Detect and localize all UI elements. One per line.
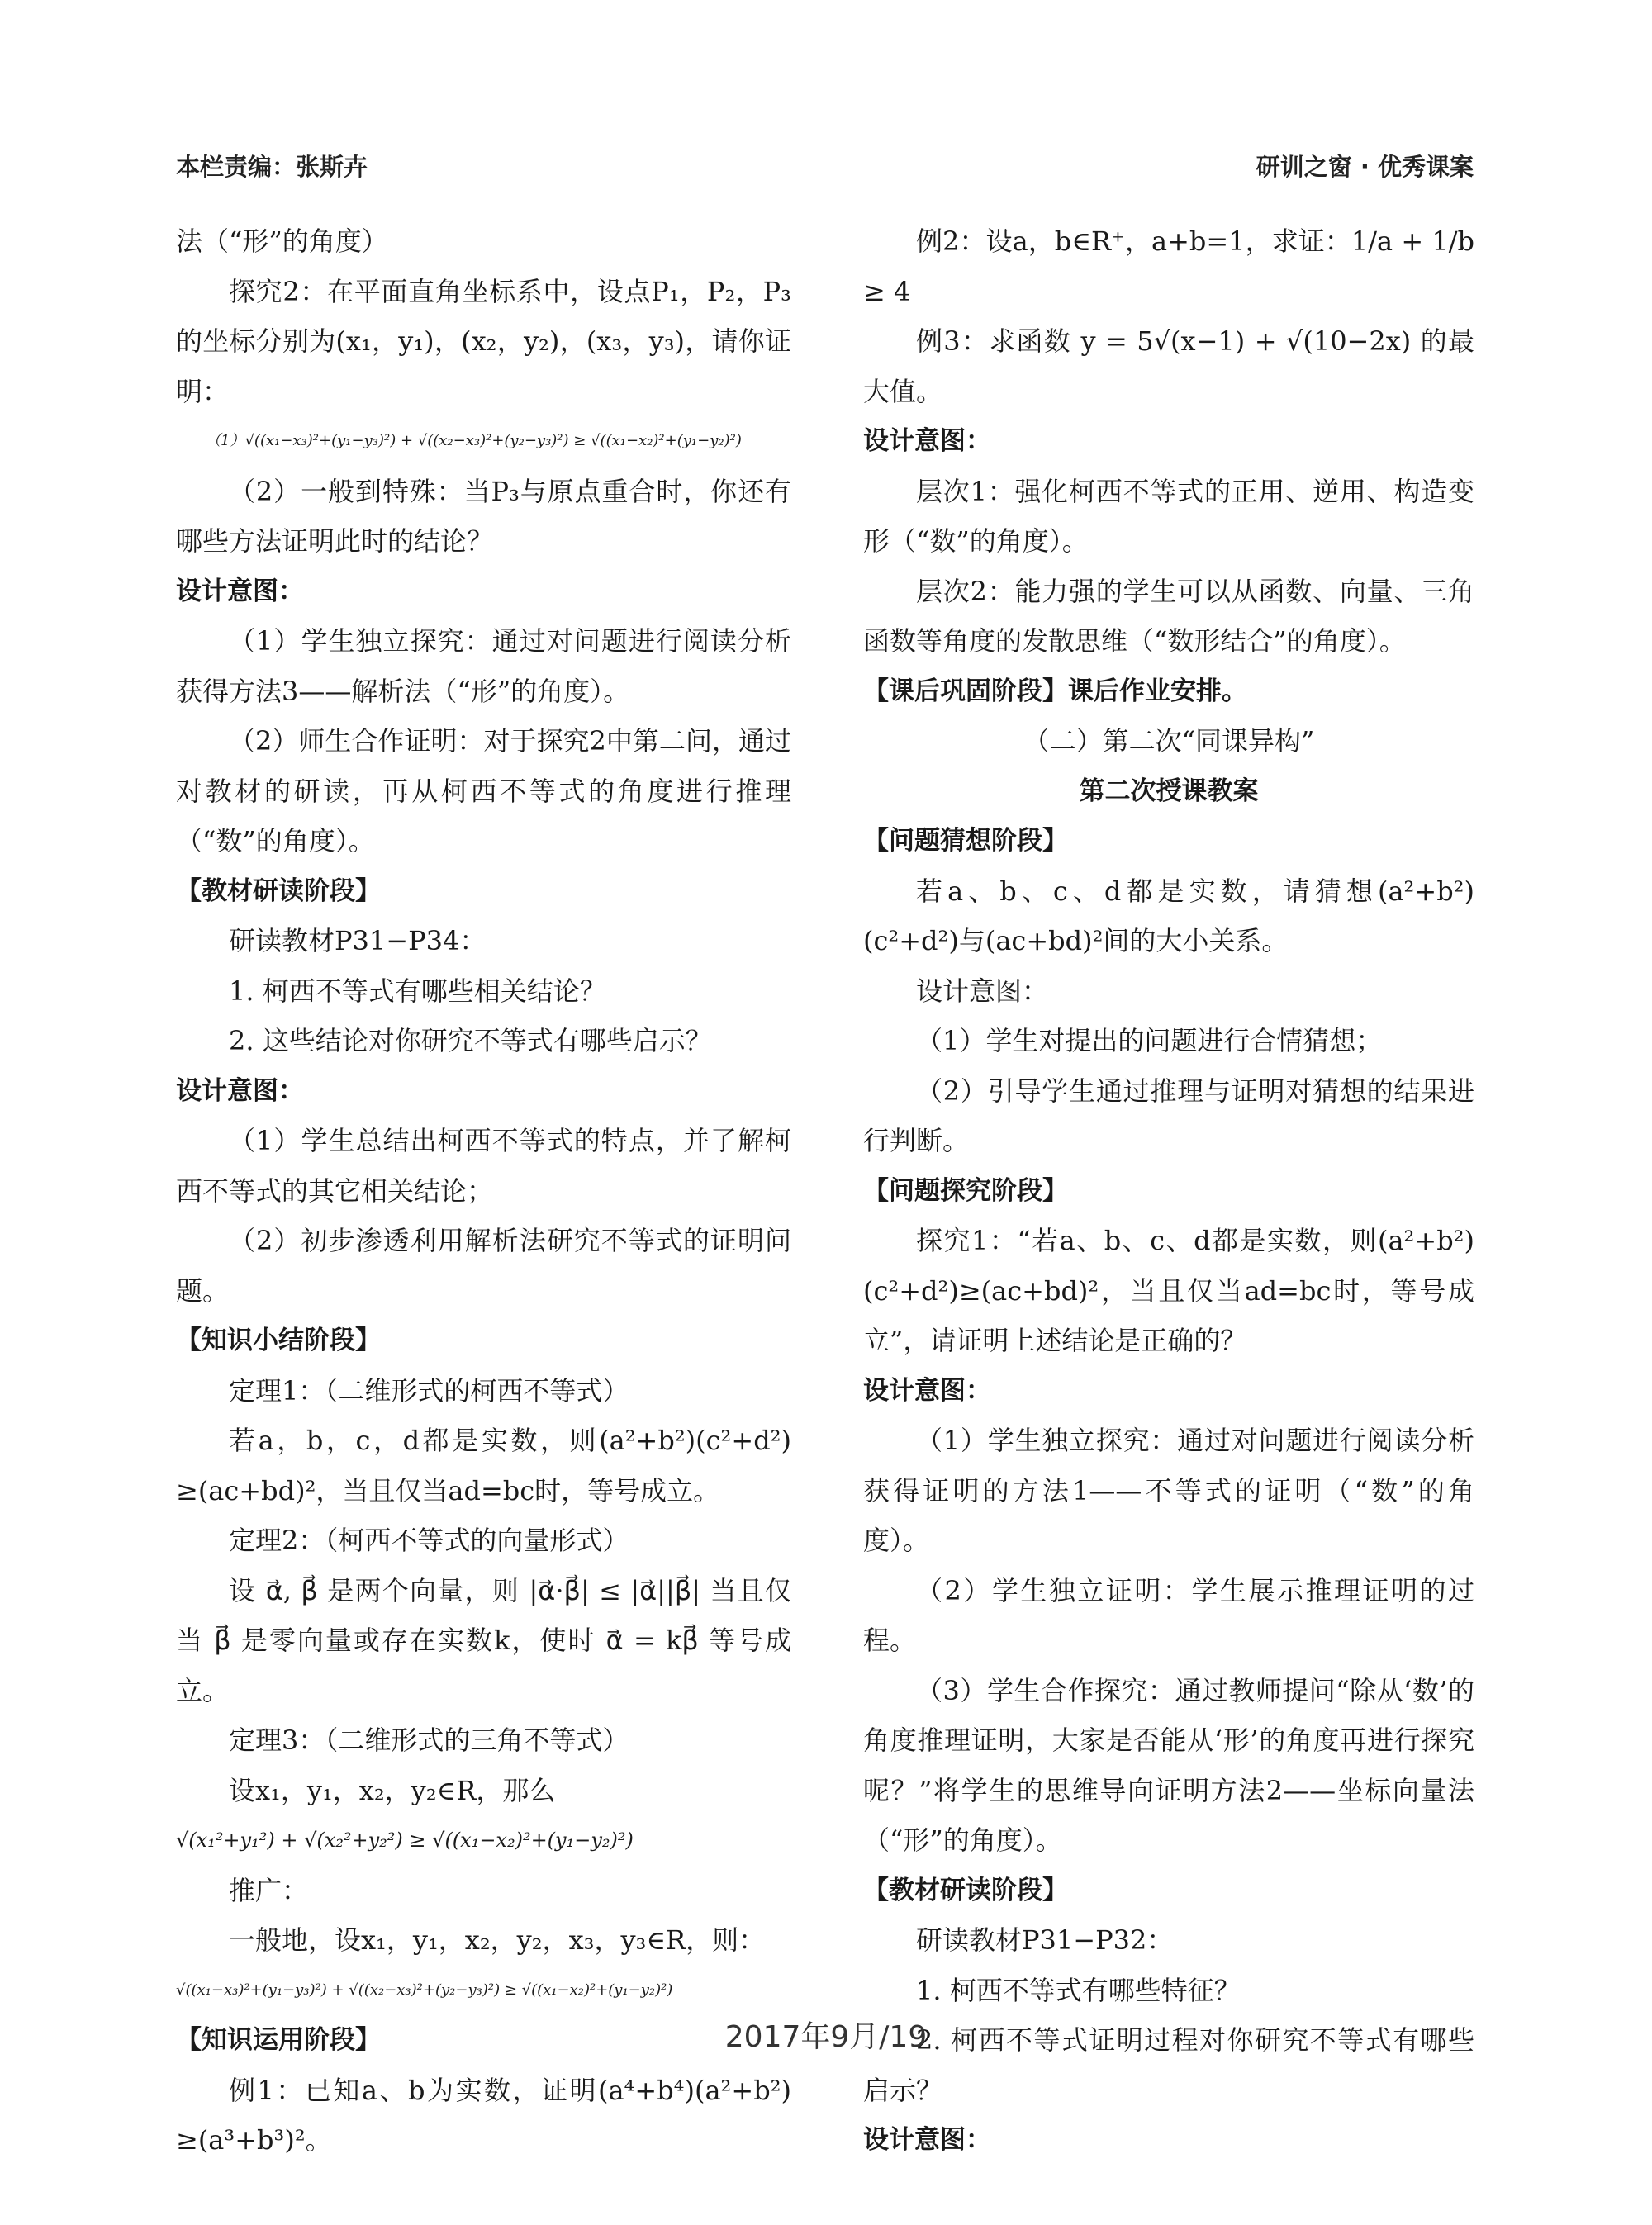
header-column-title: 研训之窗 · 优秀课案 <box>1256 153 1474 181</box>
left-column-paragraph: 探究2：在平面直角坐标系中，设点P₁，P₂，P₃的坐标分别为(x₁，y₁)，(x₂，y₂)，(x₃，y₃)，请你证明： <box>176 275 791 407</box>
left-column-paragraph: √((x₁−x₃)²+(y₁−y₃)²) + √((x₂−x₃)²+(y₂−y₃)²) ≥ √((x₁−x₂)²+(y₁−y₂)²) <box>176 1981 673 1999</box>
right-column-paragraph: 【课后巩固阶段】课后作业安排。 <box>863 676 1247 706</box>
left-column-paragraph: 定理2：（柯西不等式的向量形式） <box>229 1525 629 1556</box>
right-column-paragraph: （2）学生独立证明：学生展示推理证明的过程。 <box>863 1574 1474 1656</box>
left-column-paragraph: 一般地，设x₁，y₁，x₂，y₂，x₃，y₃∈R，则： <box>229 1924 766 1956</box>
left-column-paragraph: （1）√((x₁−x₃)²+(y₁−y₃)²) + √((x₂−x₃)²+(y₂−y₃)²) ≥ √((x₁−x₂)²+(y₁−y₂)²) <box>206 432 742 449</box>
right-column-paragraph: 层次2：能力强的学生可以从函数、向量、三角函数等角度的发散思维（“数形结合”的角度）。 <box>863 575 1474 657</box>
right-column-paragraph: 例2：设a，b∈R⁺，a+b=1，求证：1/a + 1/b ≥ 4 <box>863 225 1474 307</box>
left-column-paragraph: 定理3：（二维形式的三角不等式） <box>229 1724 629 1756</box>
page-footer: 2017年9月/19 <box>724 2020 928 2054</box>
right-column-paragraph: 【教材研读阶段】 <box>863 1875 1068 1905</box>
left-column-paragraph: 【知识小结阶段】 <box>176 1326 381 1355</box>
right-column-paragraph: （2）引导学生通过推理与证明对猜想的结果进行判断。 <box>863 1075 1474 1156</box>
left-column-paragraph: 1. 柯西不等式有哪些相关结论？ <box>229 975 606 1007</box>
right-column-paragraph: 1. 柯西不等式有哪些特征？ <box>916 1974 1241 2006</box>
left-column-paragraph: 【知识运用阶段】 <box>176 2025 381 2055</box>
right-column-paragraph: 层次1：强化柯西不等式的正用、逆用、构造变形（“数”的角度）。 <box>863 475 1474 557</box>
right-column-paragraph: 设计意图： <box>863 2125 991 2155</box>
left-column-paragraph: （2）一般到特殊：当P₃与原点重合时，你还有哪些方法证明此时的结论？ <box>176 475 791 557</box>
left-column-paragraph: 若a，b，c，d都是实数，则(a²+b²)(c²+d²) ≥(ac+bd)²，当且仅当ad=bc时，等号成立。 <box>176 1425 791 1506</box>
right-column-paragraph: 研读教材P31−P32： <box>916 1924 1174 1956</box>
left-column-paragraph: （2）初步渗透利用解析法研究不等式的证明问题。 <box>176 1225 791 1307</box>
left-column-paragraph: 2. 这些结论对你研究不等式有哪些启示？ <box>229 1025 712 1056</box>
right-column <box>863 216 1474 2166</box>
left-column-paragraph: 研读教材P31−P34： <box>229 925 487 956</box>
left-column-paragraph: 设计意图： <box>176 576 304 606</box>
left-column-paragraph: （1）学生总结出柯西不等式的特点，并了解柯西不等式的其它相关结论； <box>176 1125 791 1207</box>
left-column-paragraph: （1）学生独立探究：通过对问题进行阅读分析获得方法3——解析法（“形”的角度）。 <box>176 625 791 707</box>
right-column-paragraph: （1）学生独立探究：通过对问题进行阅读分析获得证明的方法1——不等式的证明（“数”的角度）。 <box>863 1425 1474 1556</box>
left-column-paragraph: 设计意图： <box>176 1075 304 1106</box>
right-column-paragraph: 【问题探究阶段】 <box>863 1175 1068 1206</box>
left-column-paragraph: 【教材研读阶段】 <box>176 875 381 906</box>
left-column <box>176 216 791 2166</box>
right-column-paragraph: 2. 柯西不等式证明过程对你研究不等式有哪些启示？ <box>863 2024 1474 2106</box>
right-column-paragraph: 设计意图： <box>916 975 1049 1007</box>
right-column-paragraph: 探究1：“若a、b、c、d都是实数，则(a²+b²)(c²+d²)≥(ac+bd)²，当且仅当ad=bc时，等号成立”，请证明上述结论是正确的？ <box>863 1225 1474 1356</box>
right-column-paragraph: 设计意图： <box>863 1375 991 1406</box>
right-column-paragraph: （1）学生对提出的问题进行合情猜想； <box>916 1025 1383 1056</box>
right-column-paragraph: 【问题猜想阶段】 <box>863 826 1068 856</box>
right-column-paragraph: 若a、b、c、d都是实数，请猜想(a²+b²)(c²+d²)与(ac+bd)²间的大小关系。 <box>863 875 1474 956</box>
right-column-paragraph: 第二次授课教案 <box>1079 776 1259 806</box>
left-column-paragraph: 设 α⃗, β⃗ 是两个向量，则 |α⃗·β⃗| ≤ |α⃗||β⃗| 当且仅当 β⃗ 是零向量或存在实数k，使时 α⃗ = kβ⃗ 等号成立。 <box>176 1574 791 1706</box>
left-column-paragraph: 定理1：（二维形式的柯西不等式） <box>229 1374 629 1407</box>
left-column-paragraph: 推广： <box>229 1874 309 1906</box>
left-column-paragraph: （2）师生合作证明：对于探究2中第二问，通过对教材的研读，再从柯西不等式的角度进行推理（“数”的角度）。 <box>176 725 791 856</box>
left-column-paragraph: 例1：已知a、b为实数，证明(a⁴+b⁴)(a²+b²) ≥(a³+b³)²。 <box>176 2074 791 2156</box>
left-column-paragraph: √(x₁²+y₁²) + √(x₂²+y₂²) ≥ √((x₁−x₂)²+(y₁−y₂)²) <box>176 1829 634 1852</box>
right-column-paragraph: 设计意图： <box>863 426 991 456</box>
left-column-paragraph: 法（“形”的角度） <box>176 225 388 257</box>
right-column-paragraph: （3）学生合作探究：通过教师提问“除从‘数’的角度推理证明，大家是否能从‘形’的角度再进行探究呢？”将学生的思维导向证明方法2——坐标向量法（“形”的角度）。 <box>863 1674 1474 1856</box>
header-editor: 本栏责编：张斯卉 <box>176 153 368 181</box>
right-column-paragraph: （二）第二次“同课异构” <box>1023 725 1315 757</box>
left-column-paragraph: 设x₁，y₁，x₂，y₂∈R，那么 <box>229 1774 556 1806</box>
right-column-paragraph: 例3：求函数 y = 5√(x−1) + √(10−2x) 的最大值。 <box>863 325 1474 407</box>
